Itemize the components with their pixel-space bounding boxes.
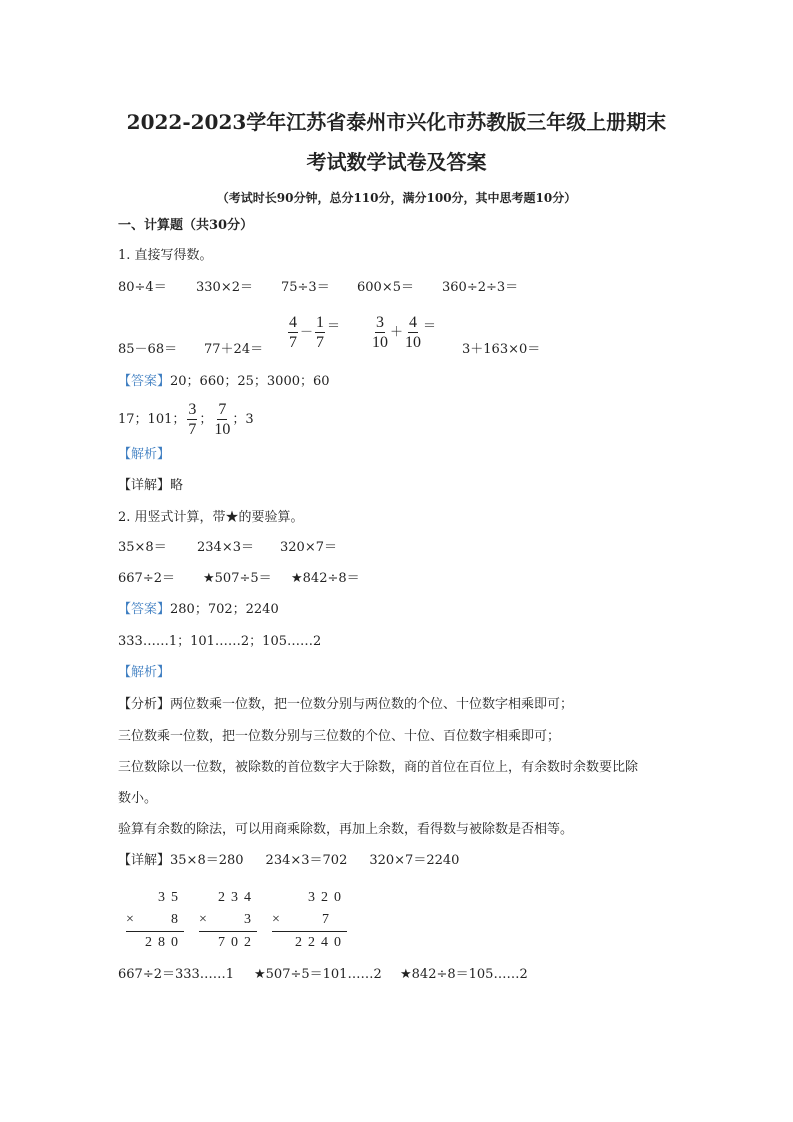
q2-analysis-5: 验算有余数的除法，可以用商乘除数，再加上余数，看得数与被除数是否相等。: [118, 822, 574, 837]
q1-item: 600×5＝: [357, 280, 414, 295]
q1-fraction-expr-1: $\frac{4}{7}$ － $\frac{1}{7}$ ＝: [289, 314, 341, 351]
section-heading: 一、计算题（共30分）: [118, 218, 254, 233]
q1-item: 75÷3＝: [281, 280, 330, 295]
q1-item: 77＋24＝: [204, 342, 264, 357]
q1-fraction-expr-2: $\frac{3}{10}$ ＋ $\frac{4}{10}$ ＝: [372, 314, 437, 351]
q2-verify: ★842÷8＝105……2: [400, 967, 528, 982]
vertical-calc: 320 × 7 2240: [272, 890, 347, 950]
q1-prompt: 1. 直接写得数。: [118, 248, 213, 263]
q2-item: 234×3＝: [197, 540, 254, 555]
answer-tag: 【答案】: [118, 374, 171, 389]
answer-tag: 【答案】: [118, 602, 171, 617]
analysis-tag: 【解析】: [118, 665, 171, 680]
q2-item: ★507÷5＝: [203, 571, 272, 586]
q2-prompt: 2. 用竖式计算，带★的要验算。: [118, 510, 304, 525]
q2-item: 35×8＝: [118, 540, 167, 555]
subtitle: （考试时长90分钟，总分110分，满分100分，其中思考题10分）: [216, 191, 577, 205]
q1-item: 3＋163×0＝: [462, 342, 541, 357]
q2-analysis-2: 三位数乘一位数，把一位数分别与三位数的个位、十位、百位数字相乘即可；: [118, 729, 561, 744]
q1-item: 360÷2÷3＝: [442, 280, 519, 295]
q1-item: 85－68＝: [118, 342, 178, 357]
q2-analysis-3: 三位数除以一位数，被除数的首位数字大于除数，商的首位在百位上，有余数时余数要比除: [118, 760, 639, 775]
vertical-calc: 35 × 8 280: [126, 890, 184, 950]
q2-item: 667÷2＝: [118, 571, 175, 586]
q1-item: 330×2＝: [196, 280, 253, 295]
title-line-1: 2022-2023学年江苏省泰州市兴化市苏教版三年级上册期末: [126, 110, 667, 134]
q1-detail: 【详解】略: [118, 478, 184, 493]
q2-item: 320×7＝: [280, 540, 337, 555]
q2-answer: 【答案】280；702；2240: [118, 602, 279, 617]
q2-answer-line-2: 333……1；101……2；105……2: [118, 634, 322, 649]
q1-answer-line-2: 17；101； $\frac{3}{7}$ ； $\frac{7}{10}$ ；3: [118, 401, 254, 438]
q2-verify: ★507÷5＝101……2: [254, 967, 382, 982]
q2-verify: 667÷2＝333……1: [118, 967, 235, 982]
q2-detail: 【详解】35×8＝280 234×3＝702 320×7＝2240: [118, 853, 460, 868]
vertical-calc: 234 × 3 702: [199, 890, 257, 950]
q2-item: ★842÷8＝: [291, 571, 360, 586]
analysis-tag: 【解析】: [118, 447, 171, 462]
title-line-2: 考试数学试卷及答案: [306, 150, 487, 174]
q2-analysis-1: 【分析】两位数乘一位数，把一位数分别与两位数的个位、十位数字相乘即可；: [118, 697, 574, 712]
q1-item: 80÷4＝: [118, 280, 167, 295]
q2-analysis-4: 数小。: [118, 791, 158, 806]
q1-answer: 【答案】20；660；25；3000；60: [118, 374, 330, 389]
